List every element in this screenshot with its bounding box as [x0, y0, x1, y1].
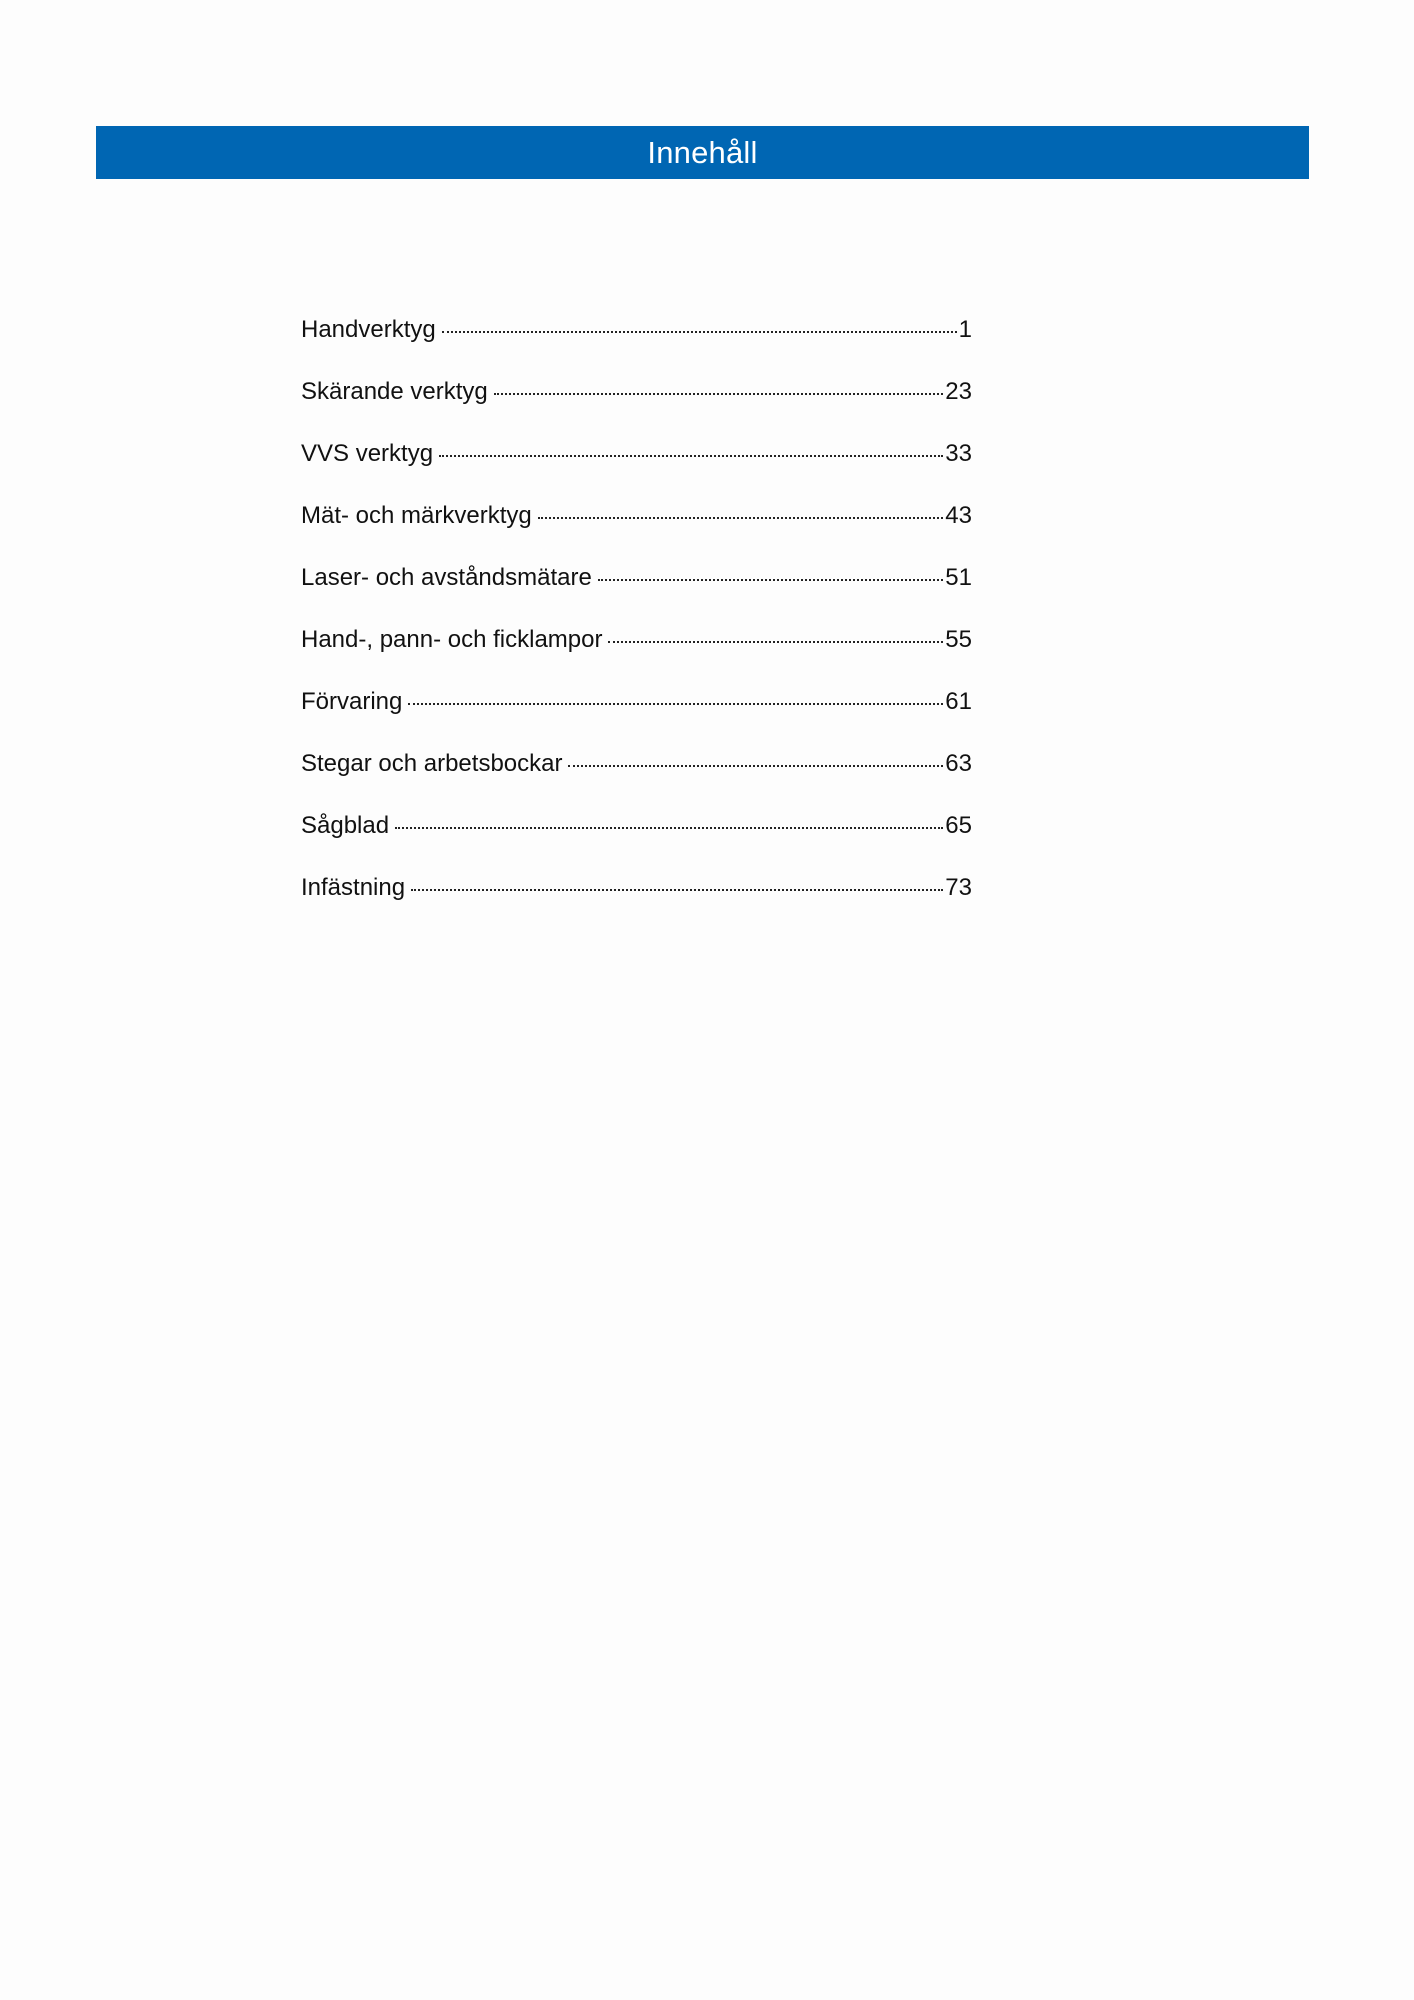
- toc-entry-label: Förvaring: [301, 688, 403, 715]
- toc-entry-label: Stegar och arbetsbockar: [301, 750, 563, 777]
- toc-dot-leader: [411, 889, 943, 891]
- toc-entry-laser-och-avstandsmatare[interactable]: [301, 566, 972, 628]
- toc-entry-handverktyg[interactable]: [301, 318, 972, 380]
- toc-entry-page: 23: [945, 378, 972, 405]
- toc-dot-leader: [408, 703, 943, 705]
- toc-entry-label: Handverktyg: [301, 316, 436, 343]
- toc-entry-vvs-verktyg[interactable]: [301, 442, 972, 504]
- toc-entry-label: Hand-, pann- och ficklampor: [301, 626, 603, 653]
- toc-dot-leader: [442, 331, 957, 333]
- toc-entry-page: 65: [945, 812, 972, 839]
- toc-dot-leader: [598, 579, 943, 581]
- toc-entry-page: 73: [945, 874, 972, 901]
- toc-entry-label: Sågblad: [301, 812, 390, 839]
- toc-dot-leader: [568, 765, 943, 767]
- toc-entry-forvaring[interactable]: [301, 690, 972, 752]
- toc-dot-leader: [439, 455, 943, 457]
- toc-entry-skarande-verktyg[interactable]: [301, 380, 972, 442]
- toc-entry-infastning[interactable]: [301, 876, 972, 938]
- toc-entry-page: 43: [945, 502, 972, 529]
- toc-entry-label: Infästning: [301, 874, 406, 901]
- toc-entry-mat-och-markverktyg[interactable]: [301, 504, 972, 566]
- toc-entry-page: 1: [958, 316, 972, 343]
- toc-entry-label: Skärande verktyg: [301, 378, 488, 405]
- page-title-bar: [96, 126, 1309, 179]
- toc-entry-stegar-och-arbetsbockar[interactable]: [301, 752, 972, 814]
- toc-entry-page: 55: [945, 626, 972, 653]
- toc-entry-label: Mät- och märkverktyg: [301, 502, 532, 529]
- page-title: Innehåll: [647, 134, 758, 170]
- toc-dot-leader: [494, 393, 944, 395]
- toc-dot-leader: [608, 641, 943, 643]
- toc-entry-hand-pann-och-ficklampor[interactable]: [301, 628, 972, 690]
- toc-entry-label: VVS verktyg: [301, 440, 434, 467]
- toc-dot-leader: [395, 827, 943, 829]
- toc-entry-label: Laser- och avståndsmätare: [301, 564, 592, 591]
- toc-entry-page: 33: [945, 440, 972, 467]
- toc-entry-page: 51: [945, 564, 972, 591]
- toc-entry-page: 63: [945, 750, 972, 777]
- toc-entry-sagblad[interactable]: [301, 814, 972, 876]
- table-of-contents: [301, 318, 972, 938]
- toc-entry-page: 61: [945, 688, 972, 715]
- toc-dot-leader: [538, 517, 944, 519]
